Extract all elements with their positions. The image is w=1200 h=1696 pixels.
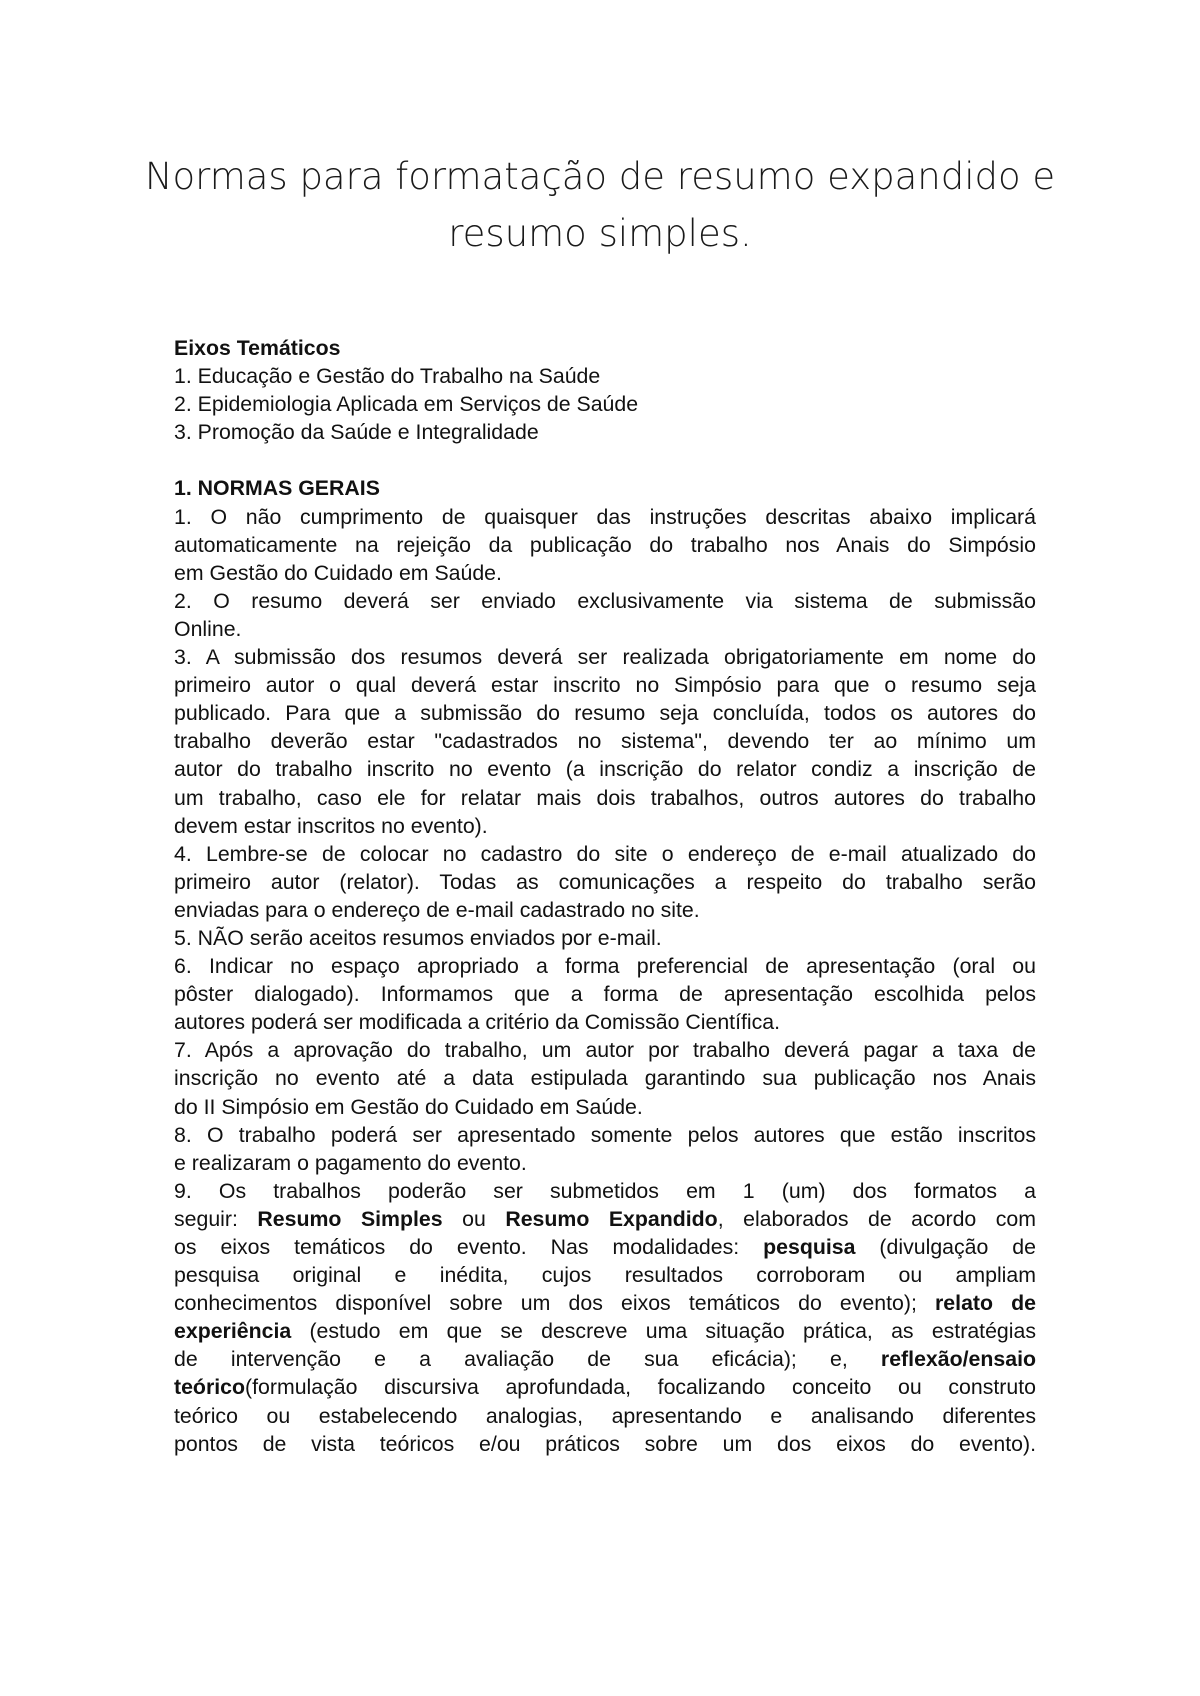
item9-bold-experiencia: experiência xyxy=(174,1319,292,1344)
eixo-item: 1. Educação e Gestão do Trabalho na Saúde xyxy=(174,364,601,389)
normas-line: autor do trabalho inscrito no evento (a inscrição do relator condiz a inscrição de xyxy=(174,757,1036,782)
item9-text: de intervenção e a avaliação de sua eficácia); e, xyxy=(174,1347,881,1372)
item9-text: , elaborados de acordo com xyxy=(717,1206,1036,1231)
item9-line xyxy=(174,1345,1036,1373)
item9-text: ou xyxy=(442,1206,506,1231)
item9-text: (formulação discursiva aprofundada, focalizando conceito ou construto xyxy=(245,1375,1036,1400)
item9-bold-resumo-simples: Resumo Simples xyxy=(257,1206,443,1231)
item9-line xyxy=(174,1205,1036,1233)
item9-line xyxy=(174,1373,1036,1401)
normas-line: 1. O não cumprimento de quaisquer das instruções descritas abaixo implicará xyxy=(174,504,1036,529)
normas-line: autores poderá ser modificada a critério da Comissão Científica. xyxy=(174,1010,781,1035)
eixo-item: 2. Epidemiologia Aplicada em Serviços de Saúde xyxy=(174,392,639,417)
eixos-heading: Eixos Temáticos xyxy=(174,336,341,360)
item9-text: conhecimentos disponível sobre um dos eixos temáticos do evento); xyxy=(174,1291,936,1316)
document-body xyxy=(174,334,1036,1458)
normas-line: e realizaram o pagamento do evento. xyxy=(174,1150,527,1175)
item9-bold-reflexao: reflexão/ensaio xyxy=(880,1347,1036,1372)
normas-line: do II Simpósio em Gestão do Cuidado em Saúde. xyxy=(174,1094,643,1119)
item9-bold-resumo-expandido: Resumo Expandido xyxy=(505,1206,718,1231)
normas-line: automaticamente na rejeição da publicação do trabalho nos Anais do Simpósio xyxy=(174,532,1036,557)
normas-line: inscrição no evento até a data estipulada garantindo sua publicação nos Anais xyxy=(174,1066,1036,1091)
item9-line xyxy=(174,1317,1036,1345)
normas-line: primeiro autor o qual deverá estar inscrito no Simpósio para que o resumo seja xyxy=(174,673,1036,698)
normas-line: 2. O resumo deverá ser enviado exclusivamente via sistema de submissão xyxy=(174,588,1036,613)
normas-line: devem estar inscritos no evento). xyxy=(174,813,488,838)
normas-line: pôster dialogado). Informamos que a forma de apresentação escolhida pelos xyxy=(174,982,1036,1007)
normas-line: primeiro autor (relator). Todas as comunicações a respeito do trabalho serão xyxy=(174,869,1036,894)
normas-line: 4. Lembre-se de colocar no cadastro do site o endereço de e-mail atualizado do xyxy=(174,841,1036,866)
normas-line: 8. O trabalho poderá ser apresentado somente pelos autores que estão inscritos xyxy=(174,1122,1036,1147)
item9-bold-teorico: teórico xyxy=(174,1375,246,1400)
item9-bold-pesquisa: pesquisa xyxy=(763,1235,856,1259)
item9-bold-relato: relato de xyxy=(935,1291,1036,1316)
eixo-item: 3. Promoção da Saúde e Integralidade xyxy=(174,420,539,445)
normas-line: trabalho deverão estar "cadastrados no sistema", devendo ter ao mínimo um xyxy=(174,729,1036,754)
normas-line: 6. Indicar no espaço apropriado a forma preferencial de apresentação (oral ou xyxy=(174,954,1036,979)
normas-line: 5. NÃO serão aceitos resumos enviados por e-mail. xyxy=(174,925,662,950)
item9-line xyxy=(174,1289,1036,1317)
item9-text: (divulgação de xyxy=(855,1235,1036,1259)
item9-line: pesquisa original e inédita, cujos resultados corroboram ou ampliam xyxy=(174,1263,1036,1288)
item9-line: teórico ou estabelecendo analogias, apresentando e analisando diferentes xyxy=(174,1403,1036,1428)
item9-text: seguir: xyxy=(174,1206,258,1231)
title-line-2: resumo simples. xyxy=(448,212,752,255)
item9-line: 9. Os trabalhos poderão ser submetidos em 1 (um) dos formatos a xyxy=(174,1178,1036,1203)
item9-line xyxy=(174,1233,1036,1261)
item9-line: pontos de vista teóricos e/ou práticos sobre um dos eixos do evento). xyxy=(174,1431,1036,1456)
document-title xyxy=(100,148,1100,262)
item9-text: (estudo em que se descreve uma situação prática, as estratégias xyxy=(291,1319,1036,1344)
normas-line: enviadas para o endereço de e-mail cadastrado no site. xyxy=(174,897,700,922)
title-line-1: Normas para formatação de resumo expandido e xyxy=(144,155,1056,198)
normas-line: 7. Após a aprovação do trabalho, um autor por trabalho deverá pagar a taxa de xyxy=(174,1038,1036,1063)
spacer xyxy=(174,446,1036,474)
normas-line: em Gestão do Cuidado em Saúde. xyxy=(174,560,502,585)
normas-line: publicado. Para que a submissão do resumo seja concluída, todos os autores do xyxy=(174,701,1036,726)
normas-line: 3. A submissão dos resumos deverá ser realizada obrigatoriamente em nome do xyxy=(174,645,1036,670)
normas-line: Online. xyxy=(174,616,242,641)
normas-heading: 1. NORMAS GERAIS xyxy=(174,476,380,501)
normas-line: um trabalho, caso ele for relatar mais dois trabalhos, outros autores do trabalho xyxy=(174,785,1036,810)
item9-text: os eixos temáticos do evento. Nas modalidades: xyxy=(174,1235,764,1259)
